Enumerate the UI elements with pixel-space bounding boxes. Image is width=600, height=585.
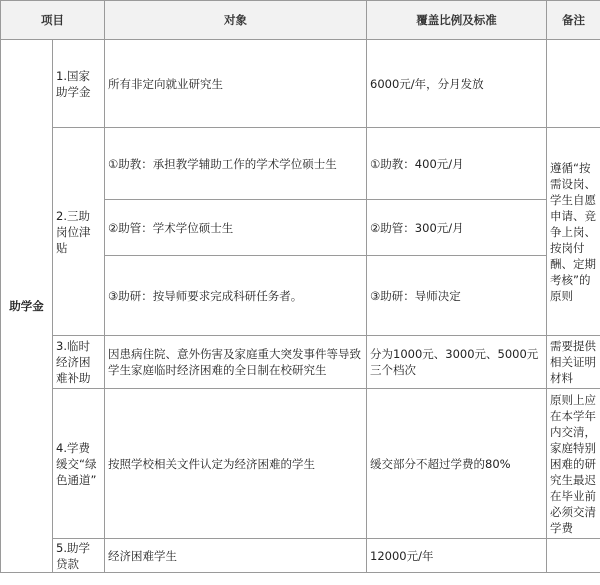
item-note: 原则上应在本学年内交清，家庭特别困难的研究生最迟在毕业前必须交清学费	[547, 389, 600, 539]
item-object: ①助教：承担教学辅助工作的学术学位硕士生	[105, 128, 367, 200]
item-note: 遵循“按需设岗、学生自愿申请、竞争上岗、按岗付酬、定期考核”的原则	[547, 128, 600, 336]
table-row	[1, 539, 600, 573]
item-standard: ①助教：400元/月	[367, 128, 547, 200]
item-name: 1.国家助学金	[53, 40, 105, 128]
item-object: 按照学校相关文件认定为经济困难的学生	[105, 389, 367, 539]
item-standard: 缓交部分不超过学费的80%	[367, 389, 547, 539]
table-row	[1, 336, 600, 389]
item-name: 4.学费缓交“绿色通道”	[53, 389, 105, 539]
item-name: 5.助学贷款	[53, 539, 105, 573]
item-object: 经济困难学生	[105, 539, 367, 573]
item-object: 所有非定向就业研究生	[105, 40, 367, 128]
table-row	[1, 40, 600, 128]
item-note	[547, 40, 600, 128]
item-standard: 分为1000元、3000元、5000元三个档次	[367, 336, 547, 389]
item-name: 3.临时经济困难补助	[53, 336, 105, 389]
item-standard: 6000元/年，分月发放	[367, 40, 547, 128]
item-note	[547, 539, 600, 573]
header-standard: 覆盖比例及标准	[367, 1, 547, 40]
item-object: ②助管：学术学位硕士生	[105, 200, 367, 256]
header-object: 对象	[105, 1, 367, 40]
header-project: 项目	[1, 1, 105, 40]
item-note: 需要提供相关证明材料	[547, 336, 600, 389]
item-standard: ③助研：导师决定	[367, 256, 547, 336]
item-standard: 12000元/年	[367, 539, 547, 573]
header-note: 备注	[547, 1, 600, 40]
header-row	[1, 1, 600, 40]
item-name: 2.三助岗位津贴	[53, 128, 105, 336]
item-standard: ②助管：300元/月	[367, 200, 547, 256]
table-row	[1, 389, 600, 539]
table-row	[1, 128, 600, 200]
item-object: 因患病住院、意外伤害及家庭重大突发事件等导致学生家庭临时经济困难的全日制在校研究生	[105, 336, 367, 389]
category-cell: 助学金	[1, 40, 53, 573]
item-object: ③助研：按导师要求完成科研任务者。	[105, 256, 367, 336]
